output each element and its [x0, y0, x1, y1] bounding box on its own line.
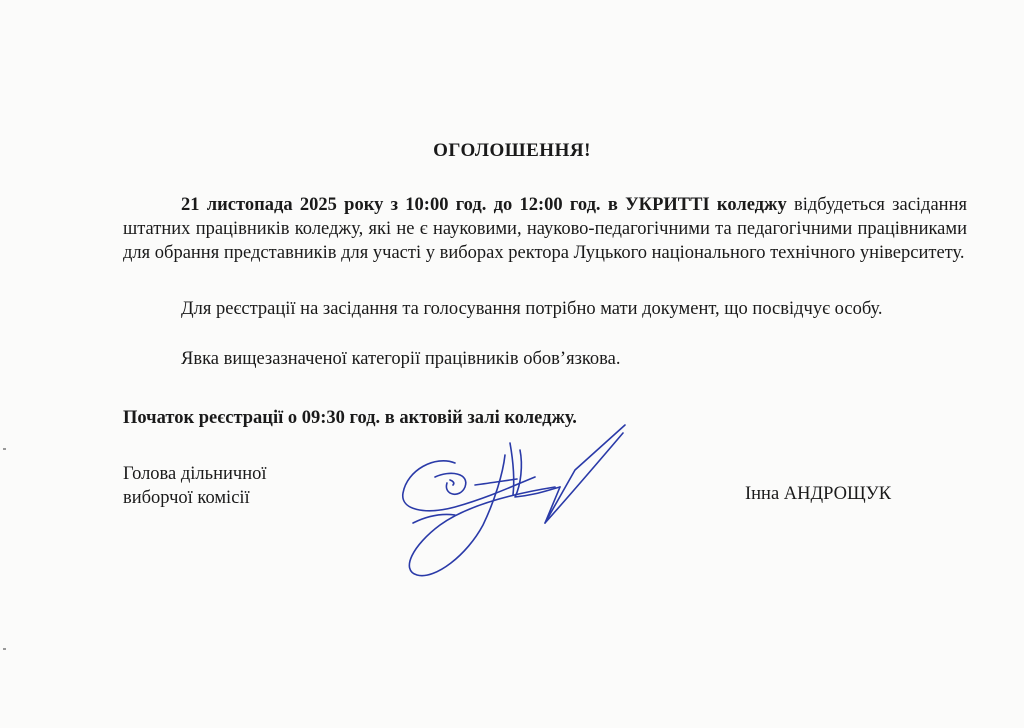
scan-speck — [3, 648, 6, 650]
document-title: ОГОЛОШЕННЯ! — [433, 140, 591, 161]
signer-position-line2: виборчої комісії — [123, 488, 250, 508]
signer-name: Інна АНДРОЩУК — [745, 484, 892, 504]
signer-position-line1: Голова дільничної — [123, 464, 267, 484]
handwritten-signature — [395, 415, 645, 585]
meeting-date-time: 21 листопада 2025 року з 10:00 год. до 12:00 год. в УКРИТТІ коледжу — [181, 195, 787, 215]
registration-requirement-text: Для реєстрації на засідання та голосування потрібно мати документ, що посвідчує особу. — [181, 299, 883, 319]
registration-start-note: Початок реєстрації о 09:30 год. в актовій залі коледжу. — [123, 408, 577, 428]
paragraph-meeting-info — [123, 193, 967, 265]
scan-speck — [3, 448, 6, 450]
meeting-description: відбудеться засідання штатних працівників коледжу, які не є науковими, науково-педагогічними та педагогічними працівниками для обрання представників для участі у виборах ректора Луцького національного технічного університету. — [123, 195, 967, 263]
paragraph-attendance — [123, 347, 967, 371]
attendance-text: Явка вищезазначеної категорії працівників обов’язкова. — [181, 349, 621, 369]
paragraph-registration-requirement — [123, 297, 967, 321]
signer-position — [123, 462, 267, 510]
